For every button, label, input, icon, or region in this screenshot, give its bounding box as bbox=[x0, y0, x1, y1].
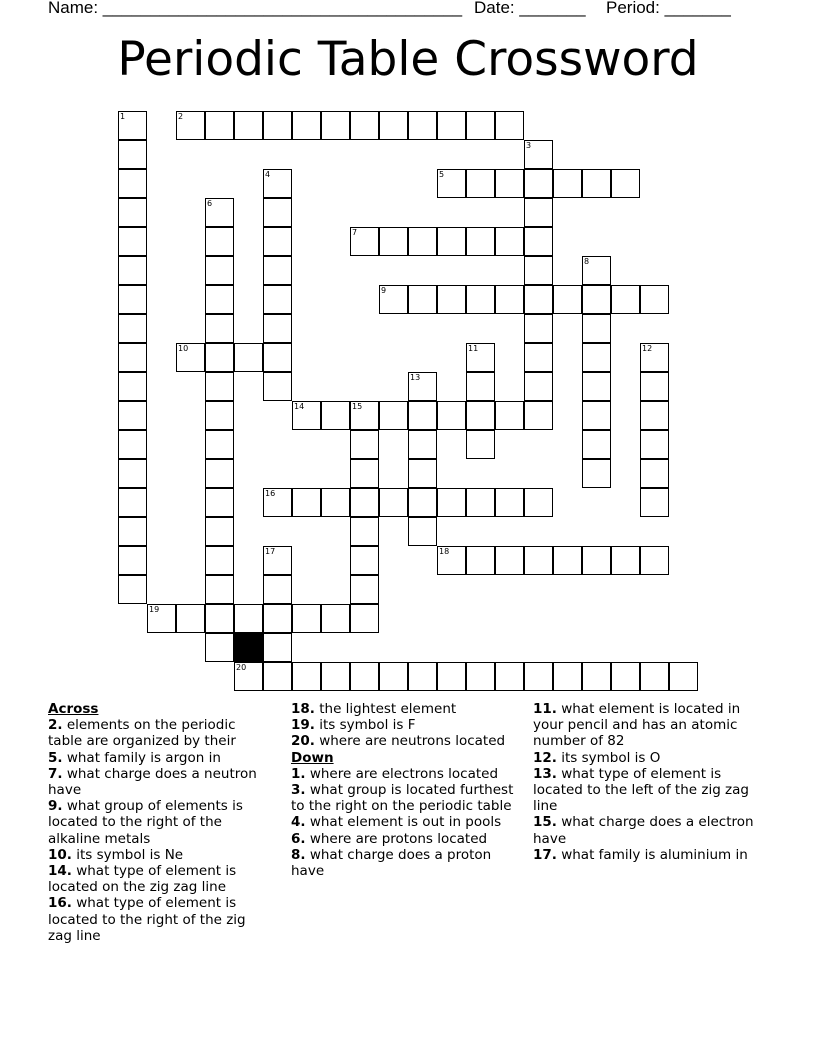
clue-number: 10 bbox=[178, 344, 189, 353]
clue-number: 2. bbox=[48, 717, 63, 734]
crossword-cell[interactable] bbox=[205, 256, 234, 285]
clue-item bbox=[48, 717, 273, 749]
down-clue-list bbox=[291, 766, 516, 879]
crossword-cell[interactable] bbox=[118, 111, 147, 140]
across-clue-list-continued bbox=[291, 701, 516, 750]
crossword-cell[interactable] bbox=[524, 256, 553, 285]
crossword-cell[interactable] bbox=[466, 372, 495, 401]
crossword-cell[interactable] bbox=[118, 488, 147, 517]
clues-column-1 bbox=[48, 701, 273, 944]
crossword-cell[interactable] bbox=[205, 401, 234, 430]
crossword-cell[interactable] bbox=[466, 430, 495, 459]
crossword-cell[interactable] bbox=[408, 662, 437, 691]
clue-item bbox=[291, 814, 516, 830]
crossword-cell[interactable] bbox=[495, 488, 524, 517]
clue-text: what type of element is located to the right of the zig zag line bbox=[48, 895, 246, 944]
crossword-cell[interactable] bbox=[669, 662, 698, 691]
crossword-cell[interactable] bbox=[524, 401, 553, 430]
crossword-cell[interactable] bbox=[466, 401, 495, 430]
crossword-cell[interactable] bbox=[495, 401, 524, 430]
crossword-cell[interactable] bbox=[495, 546, 524, 575]
clue-text: the lightest element bbox=[314, 701, 457, 717]
crossword-cell[interactable] bbox=[205, 111, 234, 140]
crossword-cell[interactable] bbox=[205, 372, 234, 401]
crossword-cell[interactable] bbox=[205, 459, 234, 488]
crossword-cell[interactable] bbox=[147, 604, 176, 633]
crossword-cell[interactable] bbox=[292, 111, 321, 140]
clue-number: 18 bbox=[439, 547, 450, 556]
crossword-cell[interactable] bbox=[582, 372, 611, 401]
crossword-cell[interactable] bbox=[234, 662, 263, 691]
clue-number: 14. bbox=[48, 863, 72, 880]
clue-number: 19 bbox=[149, 605, 160, 614]
crossword-cell[interactable] bbox=[553, 285, 582, 314]
crossword-cell[interactable] bbox=[263, 372, 292, 401]
clue-item bbox=[48, 750, 273, 766]
crossword-cell[interactable] bbox=[205, 430, 234, 459]
period-field-label: Period: _______ bbox=[606, 0, 731, 17]
down-heading: Down bbox=[291, 749, 334, 766]
crossword-cell[interactable] bbox=[292, 488, 321, 517]
crossword-cell[interactable] bbox=[263, 227, 292, 256]
crossword-cell[interactable] bbox=[205, 285, 234, 314]
crossword-cell[interactable] bbox=[118, 314, 147, 343]
crossword-cell[interactable] bbox=[437, 662, 466, 691]
crossword-cell[interactable] bbox=[582, 459, 611, 488]
clue-item bbox=[533, 701, 765, 750]
clue-number: 4. bbox=[291, 814, 306, 831]
clue-text: its symbol is Ne bbox=[71, 846, 184, 863]
clue-text: what family is aluminium in bbox=[556, 846, 748, 863]
crossword-cell[interactable] bbox=[640, 343, 669, 372]
clue-number: 10. bbox=[48, 846, 72, 863]
crossword-cell[interactable] bbox=[321, 488, 350, 517]
crossword-cell[interactable] bbox=[263, 169, 292, 198]
crossword-cell[interactable] bbox=[408, 401, 437, 430]
crossword-block bbox=[234, 633, 263, 662]
crossword-cell[interactable] bbox=[582, 430, 611, 459]
crossword-cell[interactable] bbox=[466, 111, 495, 140]
clue-item bbox=[533, 847, 765, 863]
clue-item bbox=[533, 750, 765, 766]
clue-number: 20 bbox=[236, 663, 247, 672]
crossword-cell[interactable] bbox=[350, 575, 379, 604]
clue-text: what element is located in your pencil and has an atomic number of 82 bbox=[533, 701, 741, 750]
crossword-cell[interactable] bbox=[234, 604, 263, 633]
crossword-cell[interactable] bbox=[350, 459, 379, 488]
crossword-cell[interactable] bbox=[263, 546, 292, 575]
clue-number: 3. bbox=[291, 782, 306, 799]
clue-text: where are protons located bbox=[305, 830, 488, 847]
crossword-cell[interactable] bbox=[379, 488, 408, 517]
across-heading: Across bbox=[48, 701, 99, 717]
crossword-cell[interactable] bbox=[118, 256, 147, 285]
crossword-cell[interactable] bbox=[495, 285, 524, 314]
crossword-cell[interactable] bbox=[379, 227, 408, 256]
clue-number: 15 bbox=[352, 402, 363, 411]
clue-item bbox=[291, 847, 516, 879]
clue-number: 8 bbox=[584, 257, 590, 266]
crossword-cell[interactable] bbox=[466, 285, 495, 314]
clue-number: 19. bbox=[291, 717, 315, 734]
crossword-cell[interactable] bbox=[118, 401, 147, 430]
clue-number: 15. bbox=[533, 814, 557, 831]
crossword-cell[interactable] bbox=[466, 546, 495, 575]
crossword-cell[interactable] bbox=[611, 662, 640, 691]
crossword-cell[interactable] bbox=[379, 285, 408, 314]
crossword-cell[interactable] bbox=[263, 604, 292, 633]
down-clue-list-continued bbox=[533, 701, 765, 863]
clue-number: 13 bbox=[410, 373, 421, 382]
crossword-cell[interactable] bbox=[205, 575, 234, 604]
clue-number: 7 bbox=[352, 228, 358, 237]
crossword-cell[interactable] bbox=[234, 111, 263, 140]
crossword-cell[interactable] bbox=[350, 430, 379, 459]
crossword-cell[interactable] bbox=[495, 111, 524, 140]
crossword-cell[interactable] bbox=[640, 285, 669, 314]
crossword-cell[interactable] bbox=[524, 343, 553, 372]
crossword-cell[interactable] bbox=[582, 256, 611, 285]
crossword-cell[interactable] bbox=[350, 111, 379, 140]
crossword-cell[interactable] bbox=[640, 662, 669, 691]
crossword-cell[interactable] bbox=[176, 343, 205, 372]
crossword-cell[interactable] bbox=[437, 227, 466, 256]
crossword-cell[interactable] bbox=[408, 111, 437, 140]
crossword-cell[interactable] bbox=[524, 227, 553, 256]
crossword-cell[interactable] bbox=[118, 343, 147, 372]
crossword-cell[interactable] bbox=[321, 111, 350, 140]
crossword-cell[interactable] bbox=[466, 488, 495, 517]
clue-text: what charge does a proton have bbox=[291, 846, 492, 880]
name-field-label: Name: ______________________________________ bbox=[48, 0, 463, 17]
clue-item bbox=[291, 782, 516, 814]
crossword-cell[interactable] bbox=[350, 604, 379, 633]
crossword-cell[interactable] bbox=[495, 227, 524, 256]
clue-text: where are neutrons located bbox=[314, 733, 506, 750]
crossword-cell[interactable] bbox=[263, 314, 292, 343]
crossword-cell[interactable] bbox=[292, 662, 321, 691]
crossword-cell[interactable] bbox=[321, 662, 350, 691]
clue-text: where are electrons located bbox=[305, 765, 499, 782]
clue-number: 7. bbox=[48, 765, 63, 782]
crossword-cell[interactable] bbox=[640, 430, 669, 459]
crossword-cell[interactable] bbox=[292, 604, 321, 633]
clue-number: 20. bbox=[291, 733, 315, 750]
crossword-cell[interactable] bbox=[263, 198, 292, 227]
clue-text: what element is out in pools bbox=[305, 814, 502, 831]
crossword-cell[interactable] bbox=[437, 285, 466, 314]
clue-number: 12. bbox=[533, 749, 557, 766]
clue-item bbox=[48, 766, 273, 798]
crossword-cell[interactable] bbox=[611, 546, 640, 575]
clue-text: what charge does a neutron have bbox=[48, 765, 257, 799]
crossword-cell[interactable] bbox=[379, 662, 408, 691]
clues-column-2 bbox=[291, 701, 516, 879]
clue-number: 8. bbox=[291, 846, 306, 863]
crossword-cell[interactable] bbox=[524, 198, 553, 227]
clue-number: 6. bbox=[291, 830, 306, 847]
crossword-cell[interactable] bbox=[118, 517, 147, 546]
clue-number: 16 bbox=[265, 489, 276, 498]
crossword-cell[interactable] bbox=[611, 285, 640, 314]
page-title: Periodic Table Crossword bbox=[117, 32, 699, 87]
clue-text: what group is located furthest to the right on the periodic table bbox=[291, 782, 514, 815]
crossword-cell[interactable] bbox=[350, 488, 379, 517]
clue-item bbox=[48, 895, 273, 944]
crossword-cell[interactable] bbox=[408, 488, 437, 517]
clue-number: 3 bbox=[526, 141, 532, 150]
clue-text: its symbol is F bbox=[314, 717, 416, 734]
crossword-cell[interactable] bbox=[408, 227, 437, 256]
crossword-cell[interactable] bbox=[205, 314, 234, 343]
clue-item bbox=[291, 717, 516, 733]
crossword-cell[interactable] bbox=[582, 314, 611, 343]
clue-item bbox=[48, 798, 273, 847]
clue-number: 4 bbox=[265, 170, 271, 179]
crossword-cell[interactable] bbox=[263, 662, 292, 691]
crossword-cell[interactable] bbox=[408, 430, 437, 459]
clue-text: what charge does a electron have bbox=[533, 814, 754, 847]
crossword-cell[interactable] bbox=[205, 517, 234, 546]
clue-item bbox=[291, 701, 516, 717]
crossword-cell[interactable] bbox=[118, 430, 147, 459]
clue-item bbox=[291, 766, 516, 782]
crossword-cell[interactable] bbox=[379, 401, 408, 430]
clue-number: 5 bbox=[439, 170, 445, 179]
crossword-cell[interactable] bbox=[582, 343, 611, 372]
crossword-cell[interactable] bbox=[321, 604, 350, 633]
crossword-cell[interactable] bbox=[553, 662, 582, 691]
crossword-cell[interactable] bbox=[466, 343, 495, 372]
crossword-cell[interactable] bbox=[408, 459, 437, 488]
crossword-cell[interactable] bbox=[379, 111, 408, 140]
clue-number: 9. bbox=[48, 798, 63, 815]
crossword-cell[interactable] bbox=[118, 546, 147, 575]
crossword-cell[interactable] bbox=[640, 372, 669, 401]
crossword-cell[interactable] bbox=[118, 227, 147, 256]
clue-item bbox=[48, 863, 273, 895]
crossword-cell[interactable] bbox=[466, 227, 495, 256]
crossword-cell[interactable] bbox=[524, 546, 553, 575]
crossword-cell[interactable] bbox=[263, 285, 292, 314]
crossword-cell[interactable] bbox=[205, 546, 234, 575]
crossword-cell[interactable] bbox=[553, 169, 582, 198]
crossword-cell[interactable] bbox=[640, 488, 669, 517]
crossword-cell[interactable] bbox=[582, 401, 611, 430]
crossword-cell[interactable] bbox=[205, 343, 234, 372]
crossword-cell[interactable] bbox=[553, 546, 582, 575]
crossword-cell[interactable] bbox=[495, 662, 524, 691]
crossword-cell[interactable] bbox=[205, 604, 234, 633]
clue-number: 11 bbox=[468, 344, 479, 353]
clue-number: 5. bbox=[48, 749, 63, 766]
crossword-cell[interactable] bbox=[263, 575, 292, 604]
crossword-cell[interactable] bbox=[118, 169, 147, 198]
clues-column-3 bbox=[533, 701, 765, 863]
crossword-cell[interactable] bbox=[118, 140, 147, 169]
crossword-cell[interactable] bbox=[582, 662, 611, 691]
clue-item bbox=[291, 831, 516, 847]
crossword-cell[interactable] bbox=[524, 488, 553, 517]
crossword-cell[interactable] bbox=[437, 401, 466, 430]
crossword-cell[interactable] bbox=[176, 604, 205, 633]
clue-number: 9 bbox=[381, 286, 387, 295]
clue-text: what family is argon in bbox=[62, 749, 221, 766]
crossword-cell[interactable] bbox=[118, 459, 147, 488]
clue-number: 11. bbox=[533, 701, 557, 717]
crossword-cell[interactable] bbox=[582, 546, 611, 575]
clue-number: 1 bbox=[120, 112, 126, 121]
crossword-cell[interactable] bbox=[292, 401, 321, 430]
crossword-cell[interactable] bbox=[524, 169, 553, 198]
crossword-cell[interactable] bbox=[524, 140, 553, 169]
clue-text: what type of element is located to the left of the zig zag line bbox=[533, 765, 749, 815]
clue-item bbox=[291, 733, 516, 749]
crossword-cell[interactable] bbox=[350, 546, 379, 575]
clue-text: what type of element is located on the zig zag line bbox=[48, 863, 237, 896]
crossword-cell[interactable] bbox=[118, 198, 147, 227]
clue-number: 18. bbox=[291, 701, 315, 717]
clue-number: 13. bbox=[533, 765, 557, 782]
crossword-cell[interactable] bbox=[263, 488, 292, 517]
crossword-cell[interactable] bbox=[321, 401, 350, 430]
crossword-cell[interactable] bbox=[350, 227, 379, 256]
crossword-cell[interactable] bbox=[205, 227, 234, 256]
crossword-cell[interactable] bbox=[205, 198, 234, 227]
crossword-cell[interactable] bbox=[118, 575, 147, 604]
clue-number: 12 bbox=[642, 344, 653, 353]
across-clue-list bbox=[48, 717, 273, 944]
crossword-cell[interactable] bbox=[437, 169, 466, 198]
crossword-cell[interactable] bbox=[524, 314, 553, 343]
crossword-cell[interactable] bbox=[263, 256, 292, 285]
crossword-cell[interactable] bbox=[118, 372, 147, 401]
crossword-cell[interactable] bbox=[466, 662, 495, 691]
crossword-cell[interactable] bbox=[205, 633, 234, 662]
crossword-cell[interactable] bbox=[408, 372, 437, 401]
date-field-label: Date: _______ bbox=[474, 0, 586, 17]
crossword-cell[interactable] bbox=[582, 169, 611, 198]
crossword-cell[interactable] bbox=[640, 546, 669, 575]
crossword-cell[interactable] bbox=[408, 517, 437, 546]
crossword-cell[interactable] bbox=[524, 285, 553, 314]
crossword-cell[interactable] bbox=[437, 111, 466, 140]
clue-number: 1. bbox=[291, 765, 306, 782]
clue-text: its symbol is O bbox=[556, 749, 661, 766]
crossword-cell[interactable] bbox=[263, 343, 292, 372]
clue-number: 6 bbox=[207, 199, 213, 208]
clue-item bbox=[48, 847, 273, 863]
clue-item bbox=[533, 766, 765, 815]
clue-number: 16. bbox=[48, 895, 72, 912]
crossword-cell[interactable] bbox=[118, 285, 147, 314]
clue-item bbox=[533, 814, 765, 846]
clue-number: 14 bbox=[294, 402, 305, 411]
crossword-cell[interactable] bbox=[263, 633, 292, 662]
crossword-cell[interactable] bbox=[495, 169, 524, 198]
clue-number: 17 bbox=[265, 547, 276, 556]
crossword-cell[interactable] bbox=[582, 285, 611, 314]
crossword-cell[interactable] bbox=[205, 488, 234, 517]
clue-text: what group of elements is located to the right of the alkaline metals bbox=[48, 798, 243, 847]
crossword-cell[interactable] bbox=[350, 401, 379, 430]
clue-number: 17. bbox=[533, 846, 557, 863]
crossword-cell[interactable] bbox=[176, 111, 205, 140]
crossword-cell[interactable] bbox=[350, 517, 379, 546]
crossword-cell[interactable] bbox=[640, 401, 669, 430]
crossword-cell[interactable] bbox=[408, 285, 437, 314]
crossword-cell[interactable] bbox=[611, 169, 640, 198]
crossword-cell[interactable] bbox=[234, 343, 263, 372]
crossword-cell[interactable] bbox=[437, 546, 466, 575]
crossword-cell[interactable] bbox=[524, 372, 553, 401]
crossword-cell[interactable] bbox=[466, 169, 495, 198]
crossword-cell[interactable] bbox=[350, 662, 379, 691]
crossword-cell[interactable] bbox=[437, 488, 466, 517]
clue-text: elements on the periodic table are organized by their bbox=[48, 717, 236, 750]
clue-number: 2 bbox=[178, 112, 184, 121]
crossword-cell[interactable] bbox=[524, 662, 553, 691]
crossword-cell[interactable] bbox=[263, 111, 292, 140]
crossword-cell[interactable] bbox=[640, 459, 669, 488]
